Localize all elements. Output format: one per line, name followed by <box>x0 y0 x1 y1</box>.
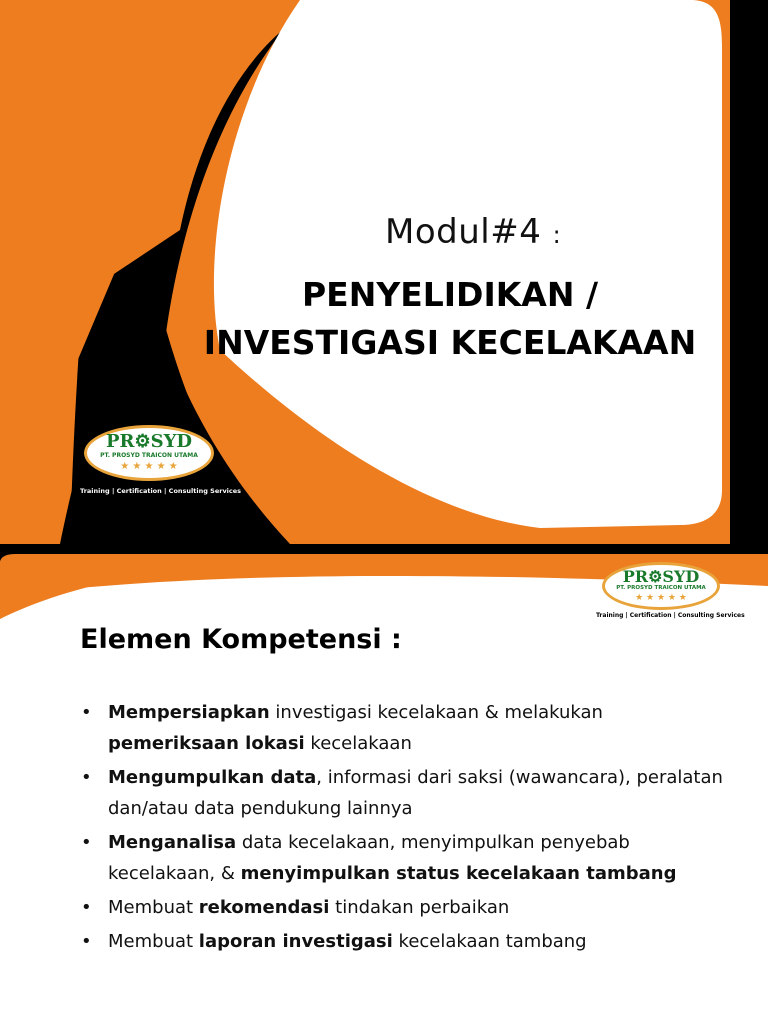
competency-item <box>78 827 738 889</box>
bold-text: Mempersiapkan <box>108 702 270 723</box>
competency-item <box>78 892 738 923</box>
logo-tagline: Training | Certification | Consulting Services <box>80 487 242 495</box>
text: Membuat <box>108 897 199 918</box>
bullet-dot: • <box>81 702 92 723</box>
bold-text: menyimpulkan status kecelakaan tambang <box>240 863 677 884</box>
text: data kecelakaan, menyimpulkan penyebab kecelakaan, & <box>108 832 630 884</box>
logo-stars: ★ ★ ★ ★ ★ <box>635 593 687 603</box>
text: kecelakaan tambang <box>392 931 587 952</box>
prosyd-logo-small <box>596 562 745 630</box>
competency-item <box>78 697 738 759</box>
prosyd-logo <box>80 425 242 500</box>
logo-stars: ★ ★ ★ ★ ★ <box>120 461 178 472</box>
text: investigasi kecelakaan & melakukan <box>269 702 603 723</box>
title-line-2: INVESTIGASI KECELAKAAN <box>203 323 697 362</box>
competency-item <box>78 926 738 957</box>
competency-list <box>78 697 738 960</box>
bullet-dot: • <box>81 897 92 918</box>
bullet-dot: • <box>81 832 92 853</box>
logo-name: PR⚙SYD <box>622 567 700 586</box>
bold-text: laporan investigasi <box>198 931 393 952</box>
text: tindakan perbaikan <box>329 897 510 918</box>
bold-text: Mengumpulkan data <box>108 767 317 788</box>
logo-company: PT. PROSYD TRAICON UTAMA <box>100 452 198 459</box>
text: , informasi dari saksi (wawancara), peralatan dan/atau data pendukung lainnya <box>108 767 723 819</box>
logo-tagline: Training | Certification | Consulting Services <box>596 612 745 619</box>
bullet-dot: • <box>81 767 92 788</box>
competency-item <box>78 762 738 824</box>
logo-name: PR⚙SYD <box>105 431 193 452</box>
text: kecelakaan <box>304 733 412 754</box>
bold-text: rekomendasi <box>198 897 330 918</box>
title-line-1: PENYELIDIKAN / <box>301 275 599 314</box>
bold-text: Menganalisa <box>108 832 237 853</box>
bullet-dot: • <box>81 931 92 952</box>
bold-text: pemeriksaan lokasi <box>108 733 305 754</box>
text: Membuat <box>108 931 199 952</box>
module-number: Modul#4 <box>385 212 542 252</box>
module-colon: : <box>552 221 562 249</box>
competency-heading: Elemen Kompetensi : <box>80 624 402 655</box>
module-label <box>385 212 561 252</box>
competency-slide <box>0 544 768 1024</box>
logo-company: PT. PROSYD TRAICON UTAMA <box>616 585 706 591</box>
